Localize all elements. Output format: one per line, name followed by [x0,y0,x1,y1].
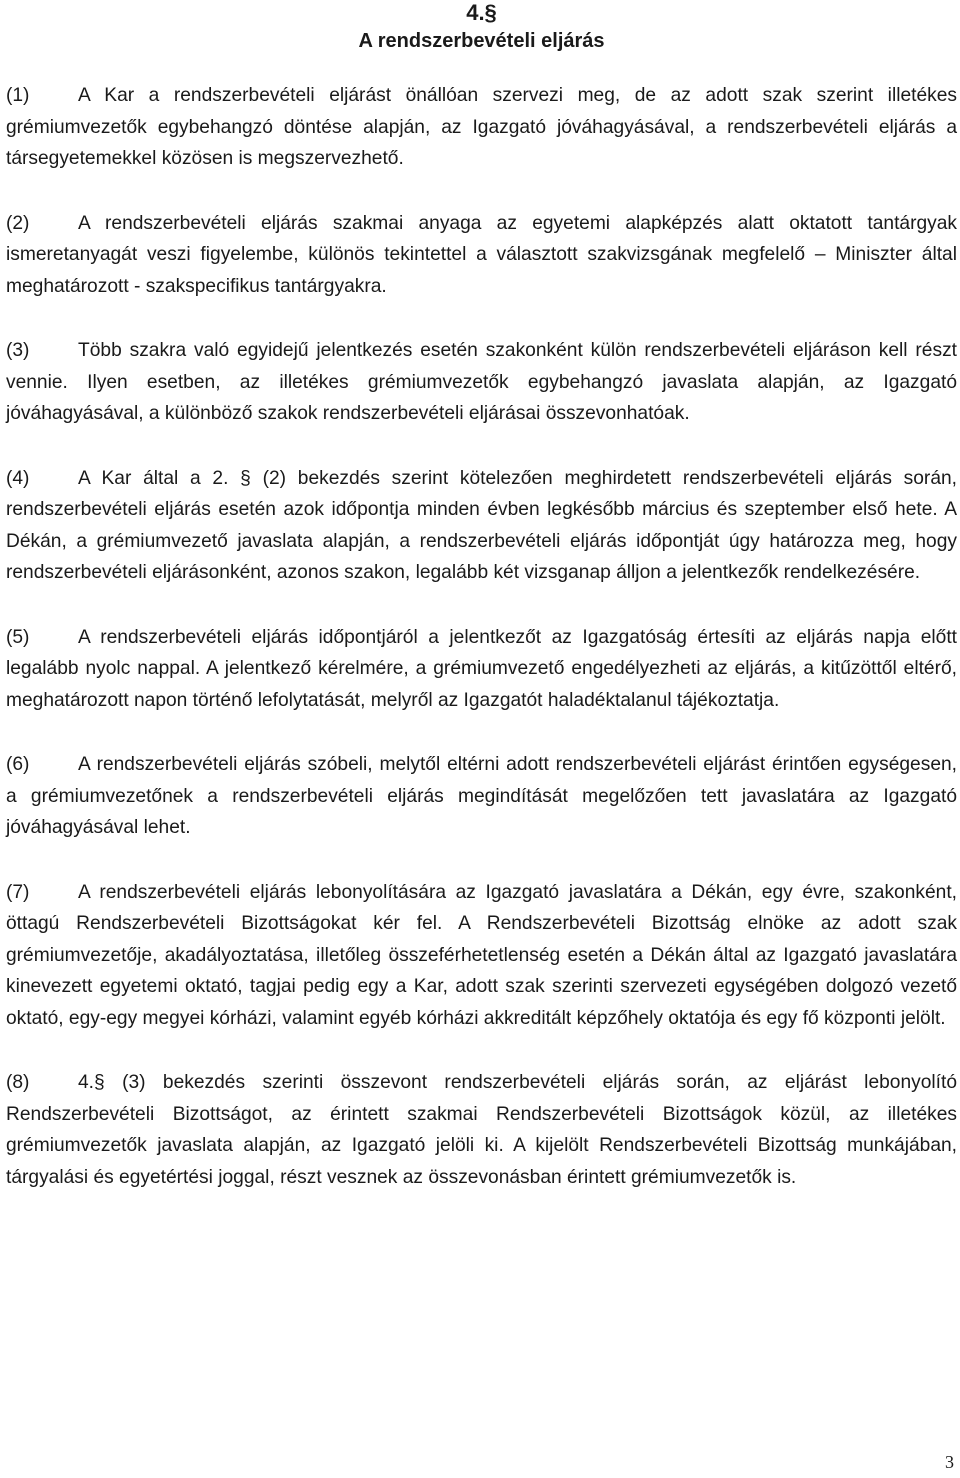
paragraph-7 [6,877,957,1035]
paragraph-4 [6,463,957,589]
paragraph-1 [6,80,957,175]
paragraph-text: A rendszerbevételi eljárás időpontjáról a jelentkezőt az Igazgatóság értesíti az eljárás napja előtt legalább nyolc nappal. A jelentkező kérelmére, a grémiumvezető engedélyezheti az eljárás, a kitűzöttől eltérő, meghatározott napon történő lefolytatását, melyről az Igazgatót haladéktalanul tájékoztatja. [6,626,957,711]
paragraph-label: (5) [6,626,30,648]
document-page [6,0,957,1193]
paragraph-label: (8) [6,1072,30,1093]
page-number: 3 [945,1452,954,1472]
paragraph-6 [6,749,957,844]
paragraph-label: (7) [6,881,30,903]
paragraph-text: A rendszerbevételi eljárás szakmai anyaga az egyetemi alapképzés alatt oktatott tantárgyak ismeretanyagát veszi figyelembe, különös tekintettel a választott szakvizsgának megfelelő – Miniszter által meghatározott - szakspecifikus tantárgyakra. [6,212,957,297]
paragraph-label: (3) [6,340,30,361]
section-number: 4.§ [466,0,497,25]
paragraph-5 [6,622,957,717]
paragraph-label: (1) [6,85,30,106]
paragraph-text: Több szakra való egyidejű jelentkezés esetén szakonként külön rendszerbevételi eljáráson kell részt vennie. Ilyen esetben, az illetékes grémiumvezetők egybehangzó javaslata alapján, az Igazgató jóváhagyásával, a különböző szakok rendszerbevételi eljárásai összevonhatóak. [6,340,957,424]
paragraph-label: (2) [6,212,30,234]
section-title: A rendszerbevételi eljárás [358,30,605,52]
paragraph-text: A rendszerbevételi eljárás szóbeli, melytől eltérni adott rendszerbevételi eljárást érintően egységesen, a grémiumvezetőnek a rendszerbevételi eljárás megindítását megelőzően tett javaslatára az Igazgató jóváhagyásával lehet. [6,754,957,838]
paragraph-label: (4) [6,467,30,489]
paragraph-text: A rendszerbevételi eljárás lebonyolítására az Igazgató javaslatára a Dékán, egy évre, szakonként, öttagú Rendszerbevételi Bizottságokat kér fel. A Rendszerbevételi Bizottság elnöke az adott szak grémiumvezetője, akadályoztatása, illetőleg összeférhetetlenség esetén a Dékán által az Igazgató javaslatára kinevezett egyetemi oktató, tagjai pedig egy a Kar, adott szak szerinti szervezeti egységében dolgozó vezető oktató, egy-egy megyei kórházi, valamint egyéb kórházi akkreditált képzőhely oktatója és egy fő központi jelölt. [6,881,957,1029]
paragraph-label: (6) [6,754,30,775]
paragraph-text: 4.§ (3) bekezdés szerinti összevont rendszerbevételi eljárás során, az eljárást lebonyolító Rendszerbevételi Bizottságot, az érintett szakmai Rendszerbevételi Bizottságok közül, az illetékes grémiumvezetők javaslata alapján, az Igazgató jelöli ki. A kijelölt Rendszerbevételi Bizottság munkájában, tárgyalási és egyetértési joggal, részt vesznek az összevonásban érintett grémiumvezetők is. [6,1072,957,1188]
paragraph-3 [6,335,957,430]
paragraph-text: A Kar által a 2. § (2) bekezdés szerint kötelezően meghirdetett rendszerbevételi eljárás során, rendszerbevételi eljárás esetén azok időpontja minden évben legkésőbb március és szeptember első hete. A Dékán, a grémiumvezető javaslata alapján, a rendszerbevételi eljárás időpontját úgy határozza meg, hogy rendszerbevételi eljárásonként, azonos szakon, legalább két vizsganap álljon a jelentkezők rendelkezésére. [6,467,957,583]
paragraph-text: A Kar a rendszerbevételi eljárást önállóan szervezi meg, de az adott szak szerint illetékes grémiumvezetők egybehangzó döntése alapján, az Igazgató jóváhagyásával, a rendszerbevételi eljárás a társegyetemekkel közösen is megszervezhető. [6,85,957,169]
paragraph-8 [6,1067,957,1193]
paragraph-2 [6,208,957,303]
